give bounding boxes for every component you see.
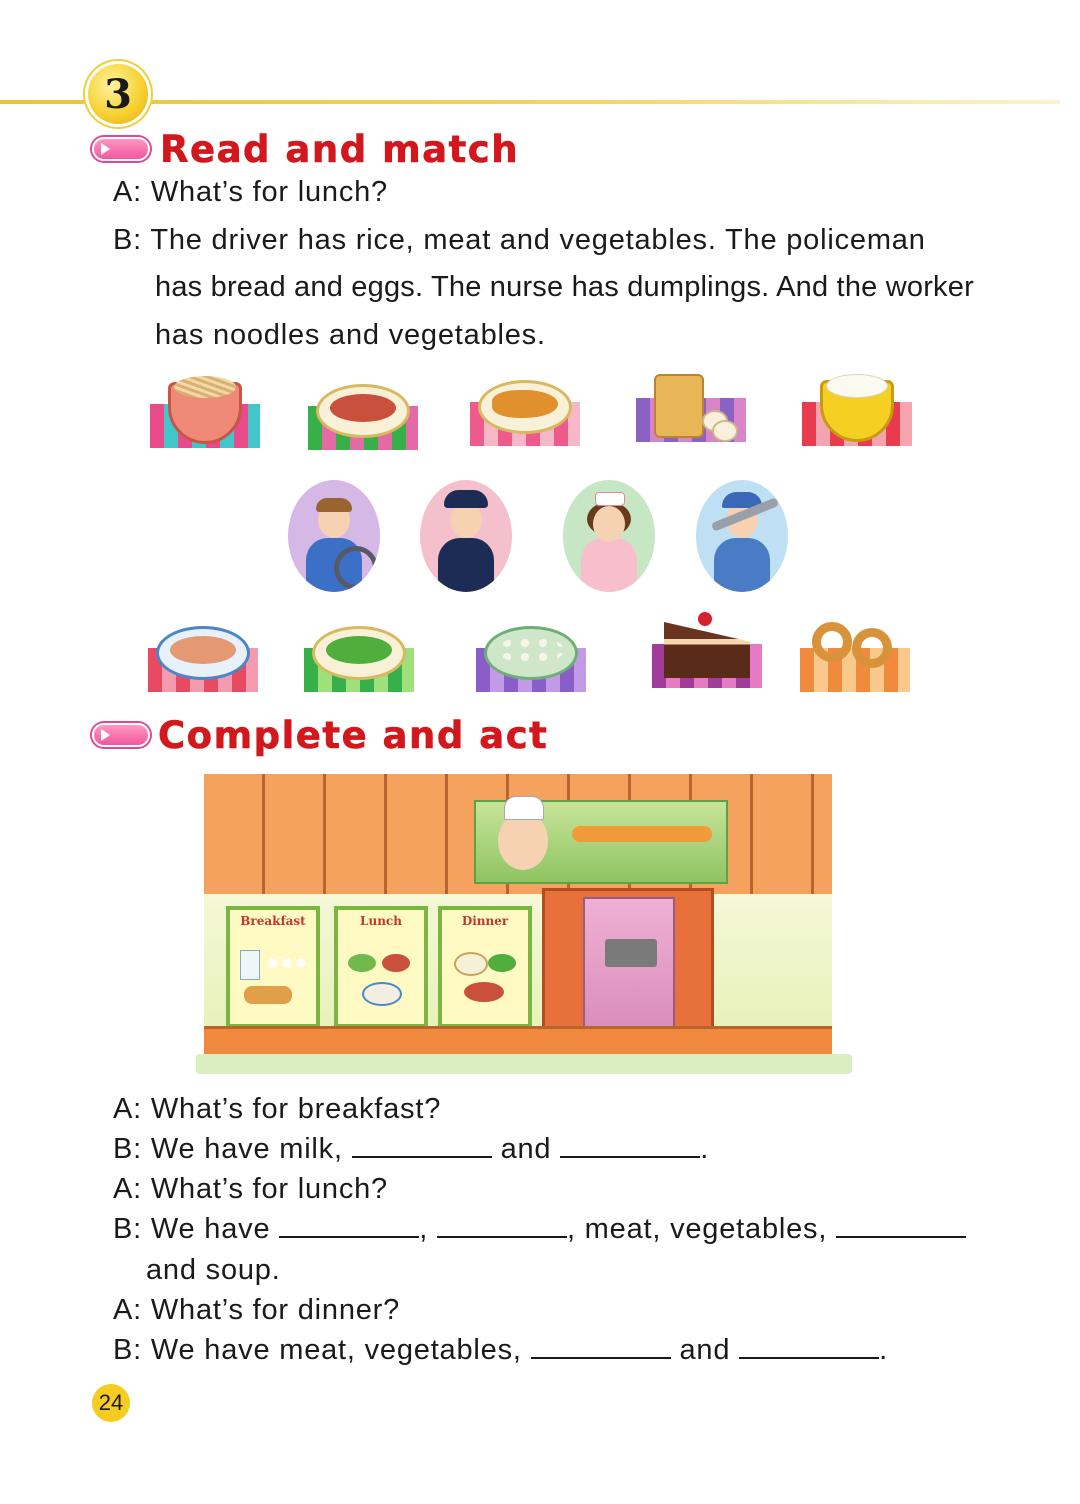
chicken-icon[interactable] — [470, 366, 580, 446]
page-number: 24 — [92, 1384, 130, 1422]
section-title-complete-and-act: Complete and act — [158, 714, 549, 757]
play-audio-button[interactable] — [92, 723, 150, 747]
answer-text: B: We have milk, — [113, 1133, 343, 1165]
dialogue-answer-2-cont: and soup. — [146, 1254, 281, 1286]
answer-blank-5[interactable] — [836, 1216, 966, 1238]
unit-number-badge: 3 — [88, 64, 148, 124]
answer-text: , — [419, 1213, 429, 1245]
steering-wheel — [334, 546, 378, 590]
menu-board-dinner[interactable] — [438, 906, 532, 1028]
bread-and-eggs-icon[interactable] — [636, 362, 746, 442]
bread — [244, 986, 292, 1004]
answer-blank-1[interactable] — [352, 1136, 492, 1158]
rice — [826, 374, 888, 398]
pavement — [196, 1054, 852, 1074]
answer-text: B: We have meat, vegetables, — [113, 1334, 522, 1366]
uniform — [438, 538, 494, 592]
meat — [330, 394, 396, 422]
policeman-icon[interactable] — [420, 480, 512, 592]
dialogue-answer-2 — [113, 1213, 966, 1246]
door-glass — [583, 897, 675, 1045]
answer-blank-4[interactable] — [437, 1216, 567, 1238]
cookies-icon[interactable] — [800, 612, 910, 692]
noodles — [174, 376, 236, 398]
dialogue-line-b1: B: The driver has rice, meat and vegetables. The policeman — [113, 224, 926, 256]
sign-stripe — [572, 826, 712, 842]
cherry — [698, 612, 712, 626]
dialogue-line-a: A: What’s for lunch? — [113, 176, 388, 208]
uniform — [581, 538, 637, 592]
vegetables — [326, 636, 392, 664]
soup — [362, 982, 402, 1006]
fish — [170, 636, 236, 664]
noodles-icon[interactable] — [150, 368, 260, 448]
meat-icon[interactable] — [308, 370, 418, 450]
egg — [712, 420, 738, 442]
answer-text: . — [700, 1133, 710, 1165]
restaurant-sign — [474, 800, 728, 884]
vegetables — [488, 954, 516, 972]
meat — [382, 954, 410, 972]
overalls — [714, 538, 770, 592]
section-title-read-and-match: Read and match — [160, 128, 520, 171]
nurse-icon[interactable] — [563, 480, 655, 592]
dialogue-line-b3: has noodles and vegetables. — [155, 319, 546, 351]
cookie — [812, 622, 852, 662]
dumplings-icon[interactable] — [476, 612, 586, 692]
cake — [664, 622, 750, 678]
bread — [654, 374, 704, 438]
dialogue-question-2: A: What’s for lunch? — [113, 1173, 388, 1205]
chicken — [492, 390, 558, 418]
dialogue-answer-3 — [113, 1334, 888, 1367]
shop-base — [204, 1026, 832, 1057]
vegetables — [348, 954, 376, 972]
answer-text: and — [679, 1334, 731, 1366]
answer-blank-6[interactable] — [531, 1337, 671, 1359]
dialogue-question-1: A: What’s for breakfast? — [113, 1093, 442, 1125]
driver-icon[interactable] — [288, 480, 380, 592]
play-icon — [101, 143, 110, 155]
answer-text: , meat, vegetables, — [566, 1213, 828, 1245]
nurse-cap — [595, 492, 625, 506]
play-audio-button[interactable] — [92, 137, 150, 161]
header-rule — [0, 100, 1060, 104]
menu-board-label: Breakfast — [240, 914, 306, 928]
fish-icon[interactable] — [148, 612, 258, 692]
dialogue-line-b2: has bread and eggs. The nurse has dumplings. And the worker — [155, 271, 974, 303]
menu-board-label: Lunch — [360, 914, 402, 928]
answer-text: B: We have — [113, 1213, 271, 1245]
rice-icon[interactable] — [802, 366, 912, 446]
dialogue-answer-1 — [113, 1133, 709, 1166]
milk-glass — [240, 950, 260, 980]
answer-text: and — [500, 1133, 552, 1165]
eggs — [266, 954, 306, 972]
door-handle — [605, 939, 657, 967]
worker-icon[interactable] — [696, 480, 788, 592]
answer-text: . — [879, 1334, 888, 1366]
restaurant-illustration — [196, 770, 852, 1082]
dumplings — [498, 636, 564, 664]
menu-board-label: Dinner — [461, 914, 509, 928]
chef-face — [498, 812, 548, 870]
answer-blank-7[interactable] — [739, 1337, 879, 1359]
face — [593, 506, 625, 542]
menu-board-breakfast[interactable] — [226, 906, 320, 1028]
police-cap — [444, 490, 488, 508]
play-icon — [101, 729, 110, 741]
cake-icon[interactable] — [652, 608, 762, 688]
menu-board-lunch[interactable] — [334, 906, 428, 1028]
dumplings — [454, 952, 488, 976]
chef-hat — [504, 796, 544, 820]
hair — [316, 498, 352, 512]
cookie — [852, 628, 892, 668]
answer-blank-3[interactable] — [279, 1216, 419, 1238]
meat — [464, 982, 504, 1002]
vegetables-icon[interactable] — [304, 612, 414, 692]
dialogue-question-3: A: What’s for dinner? — [113, 1294, 401, 1326]
answer-blank-2[interactable] — [560, 1136, 700, 1158]
